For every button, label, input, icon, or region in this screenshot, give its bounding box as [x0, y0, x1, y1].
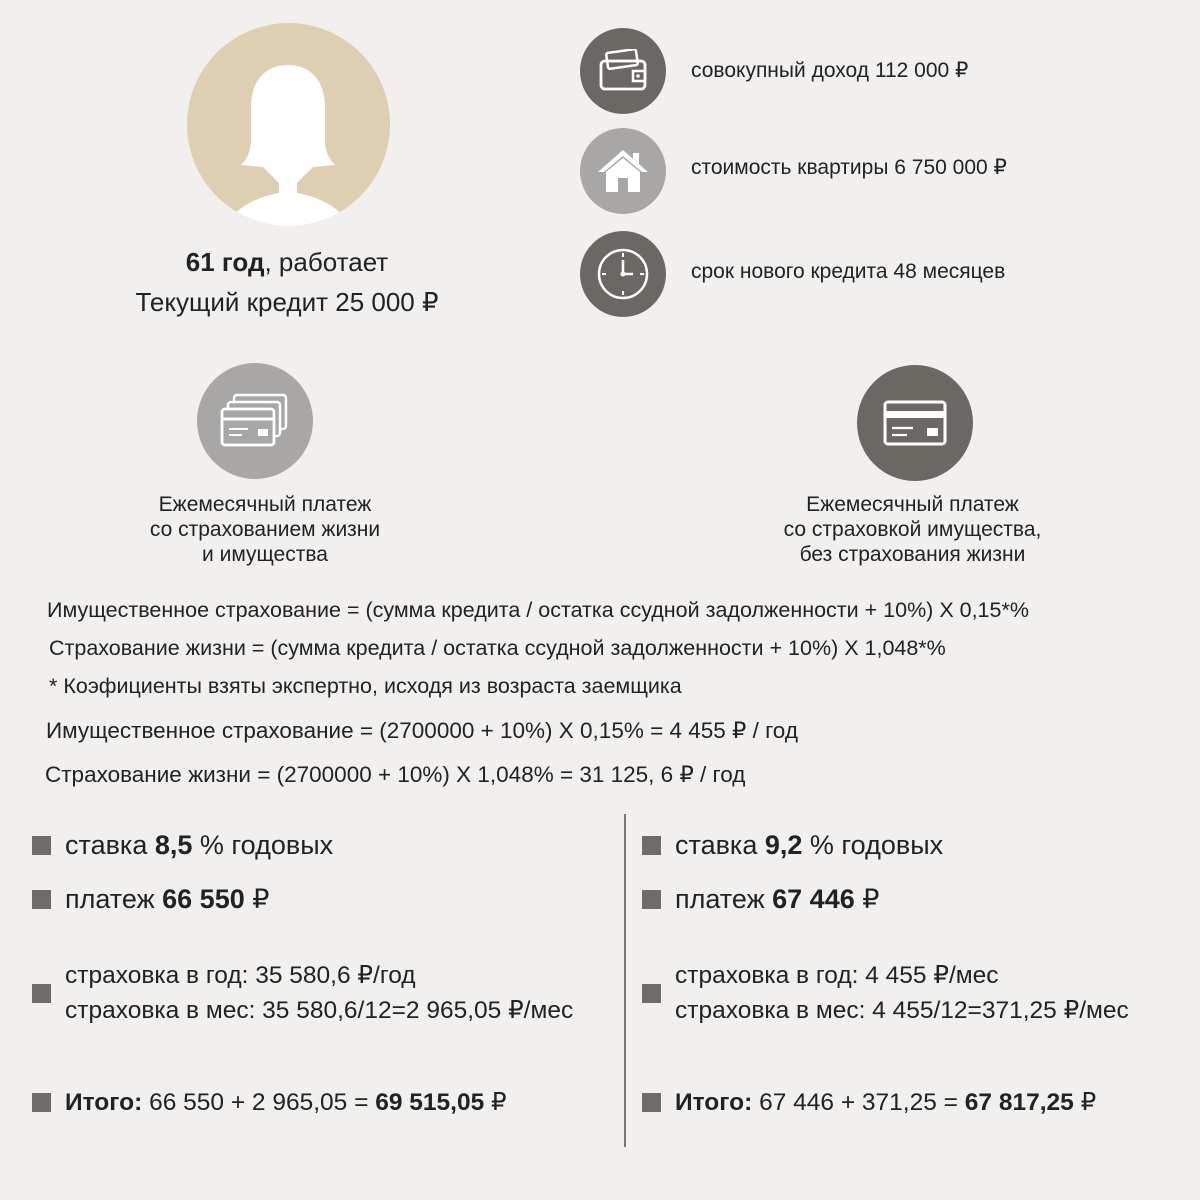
house-icon: [595, 146, 651, 196]
clock-icon: [595, 246, 651, 302]
bullet-square: [642, 984, 661, 1003]
property-insurance-calc: Имущественное страхование = (2700000 + 10%) X 0,15% = 4 455 ₽ / год: [46, 718, 798, 743]
caption-line: со страховкой имущества,: [783, 518, 1042, 541]
rate-suffix: % годовых: [802, 830, 944, 860]
rate-value: 8,5: [154, 830, 193, 860]
total-label: Итого:: [65, 1089, 143, 1116]
total-value: 69 515,05: [375, 1089, 485, 1116]
option-property-only: [857, 365, 973, 481]
life-insurance-calc: Страхование жизни = (2700000 + 10%) X 1,048% = 31 125, 6 ₽ / год: [45, 762, 746, 787]
payment-prefix: платеж: [65, 884, 163, 914]
payment-suffix: ₽: [244, 884, 270, 914]
total-suffix: ₽: [484, 1089, 507, 1116]
option-life-property-caption: [110, 492, 420, 567]
option-property-only-caption: [745, 492, 1080, 567]
loan-term: срок нового кредита 48 месяцев: [691, 260, 1006, 283]
rate-value: 9,2: [764, 830, 803, 860]
payment-suffix: ₽: [854, 884, 880, 914]
right-insurance: [642, 958, 1129, 1028]
rate-prefix: ставка: [65, 830, 155, 860]
caption-line: и имущества: [202, 543, 328, 566]
caption-line: со страхованием жизни: [149, 518, 381, 541]
left-payment: [32, 884, 269, 915]
stat-clock: [580, 231, 666, 317]
total-expression: 67 446 + 371,25 =: [752, 1089, 965, 1116]
insurance-per-year: страховка в год: 35 580,6 ₽/год: [65, 962, 416, 989]
payment-value: 66 550: [162, 884, 245, 914]
right-payment: [642, 884, 879, 915]
column-divider: [624, 814, 626, 1147]
apartment-cost: стоимость квартиры 6 750 000 ₽: [691, 156, 1007, 179]
option-life-property: [197, 363, 313, 479]
caption-line: Ежемесячный платеж: [806, 493, 1019, 516]
total-value: 67 817,25: [964, 1089, 1074, 1116]
total-suffix: ₽: [1073, 1089, 1097, 1116]
total-label: Итого:: [675, 1089, 753, 1116]
person-caption: [60, 242, 514, 322]
payment-prefix: платеж: [675, 884, 773, 914]
bullet-square: [32, 890, 51, 909]
formula-life: Страхование жизни = (сумма кредита / остатка ссудной задолженности + 10%) X 1,048*%: [49, 636, 946, 660]
formula-property: Имущественное страхование = (сумма кредита / остатка ссудной задолженности + 10%) X 0,15*%: [47, 598, 1029, 622]
wallet-icon: [597, 49, 649, 93]
formula-note: * Коэфициенты взяты экспертно, исходя из возраста заемщика: [49, 674, 682, 698]
stat-house: [580, 128, 666, 214]
insurance-per-year: страховка в год: 4 455 ₽/мес: [675, 962, 999, 989]
total-income: совокупный доход 112 000 ₽: [691, 59, 969, 82]
credit-card-icon: [883, 400, 947, 446]
employment-status: , работает: [264, 247, 389, 277]
caption-line: без страхования жизни: [799, 543, 1026, 566]
left-insurance: [32, 958, 573, 1028]
right-rate: [642, 830, 943, 861]
bullet-square: [642, 890, 661, 909]
rate-prefix: ставка: [675, 830, 765, 860]
current-credit: Текущий кредит 25 000 ₽: [135, 287, 439, 317]
bullet-square: [642, 836, 661, 855]
insurance-per-month: страховка в мес: 35 580,6/12=2 965,05 ₽/мес: [65, 997, 574, 1024]
woman-silhouette-icon: [187, 23, 390, 226]
left-total: [32, 1087, 507, 1117]
bullet-square: [642, 1093, 661, 1112]
age: 61 год: [185, 247, 265, 277]
cards-icon: [220, 393, 290, 449]
avatar: [187, 23, 390, 226]
left-rate: [32, 830, 333, 861]
insurance-per-month: страховка в мес: 4 455/12=371,25 ₽/мес: [675, 997, 1129, 1024]
total-expression: 66 550 + 2 965,05 =: [142, 1089, 376, 1116]
payment-value: 67 446: [772, 884, 855, 914]
bullet-square: [32, 984, 51, 1003]
caption-line: Ежемесячный платеж: [158, 493, 372, 516]
bullet-square: [32, 836, 51, 855]
stat-wallet: [580, 28, 666, 114]
rate-suffix: % годовых: [192, 830, 334, 860]
right-total: [642, 1087, 1096, 1117]
bullet-square: [32, 1093, 51, 1112]
